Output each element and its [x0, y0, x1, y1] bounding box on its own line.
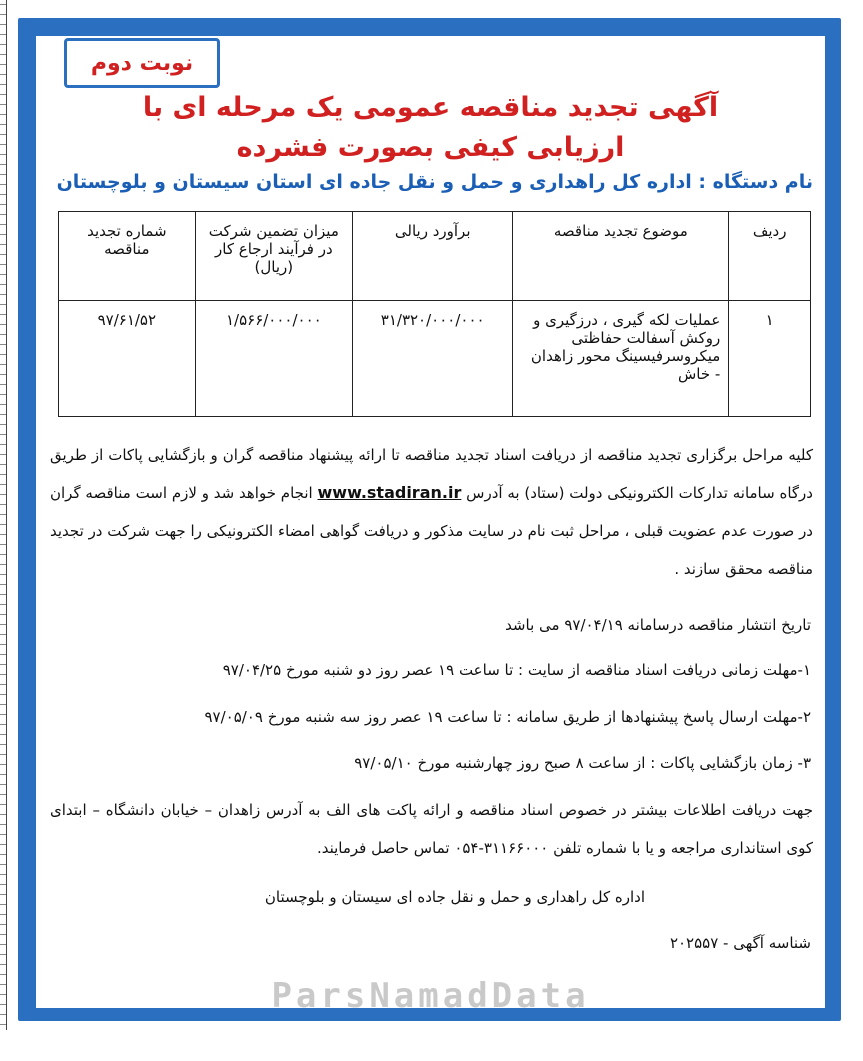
ad-content: [36, 36, 825, 1016]
cell-tender-number: ۹۷/۶۱/۵۲: [59, 301, 196, 417]
header-tender-number: شماره تجدید مناقصه: [59, 212, 196, 301]
header-subject: موضوع تجدید مناقصه: [513, 212, 729, 301]
watermark: ParsNamadData: [271, 976, 590, 1016]
publish-date: تاریخ انتشار مناقصه درسامانه ۹۷/۰۴/۱۹ می باشد: [505, 616, 811, 634]
cell-estimate: ۳۱/۳۲۰/۰۰۰/۰۰۰: [353, 301, 513, 417]
procedure-text-a: کلیه مراحل برگزاری تجدید مناقصه از دریافت اسناد تجدید مناقصه تا ارائه پیشنهاد مناقصه گران و بازگشایی پاکات از طریق درگاه سامانه تدارکات الکترونیکی دولت (ستاد) به آدرس: [50, 446, 813, 502]
ad-title: [46, 88, 815, 168]
procedure-text-b: انجام خواهد شد و لازم است مناقصه گران در صورت عدم عضویت قبلی ، مراحل ثبت نام در سایت مذکور و دریافت گواهی امضاء الکترونیکی را جهت شرکت در تجدید مناقصه محقق سازند .: [50, 484, 813, 578]
deadline-submission: ۲-مهلت ارسال پاسخ پیشنهادها از طریق سامانه : تا ساعت ۱۹ عصر روز سه شنبه مورخ ۹۷/۰۵/۰۹: [204, 708, 811, 726]
organization-heading: نام دستگاه : اداره کل راهداری و حمل و نقل جاده ای استان سیستان و بلوچستان: [56, 171, 813, 193]
deadline-documents: ۱-مهلت زمانی دریافت اسناد مناقصه از سایت : تا ساعت ۱۹ عصر روز دو شنبه مورخ ۹۷/۰۴/۲۵: [222, 661, 811, 679]
cell-subject: عملیات لکه گیری ، درزگیری و روکش آسفالت حفاظتی میکروسرفیسینگ محور زاهدان - خاش: [513, 301, 729, 417]
table-row: [59, 301, 811, 417]
cell-bond: ۱/۵۶۶/۰۰۰/۰۰۰: [195, 301, 352, 417]
cell-row-number: ۱: [729, 301, 811, 417]
stadiran-link[interactable]: www.stadiran.ir: [317, 483, 462, 502]
header-row-number: ردیف: [729, 212, 811, 301]
round-badge: نوبت دوم: [64, 38, 220, 88]
ad-id: شناسه آگهی - ۲۰۲۵۵۷: [669, 934, 811, 952]
ad-title-line-1: آگهی تجدید مناقصه عمومی یک مرحله ای با: [142, 92, 719, 123]
header-bond: میزان تضمین شرکت در فرآیند ارجاع کار (ریال): [195, 212, 352, 301]
left-margin-rule: [6, 0, 7, 1030]
opening-time: ۳- زمان بازگشایی پاکات : از ساعت ۸ صبح روز چهارشنبه مورخ ۹۷/۰۵/۱۰: [354, 754, 811, 772]
ad-title-line-2: ارزیابی کیفی بصورت فشرده: [236, 132, 625, 163]
contact-paragraph: جهت دریافت اطلاعات بیشتر در خصوص اسناد مناقصه و ارائه پاکت های الف به آدرس زاهدان – خیابان دانشگاه – ابتدای کوی استانداری مراجعه و یا با شماره تلفن ۳۱۱۶۶۰۰۰-۰۵۴ تماس حاصل فرمایند.: [50, 801, 813, 857]
procedure-paragraph: [50, 436, 813, 588]
tender-table-header: [59, 212, 811, 301]
signature: اداره کل راهداری و حمل و نقل جاده ای سیستان و بلوچستان: [264, 888, 645, 906]
header-estimate: برآورد ریالی: [353, 212, 513, 301]
tender-table: [58, 211, 811, 417]
